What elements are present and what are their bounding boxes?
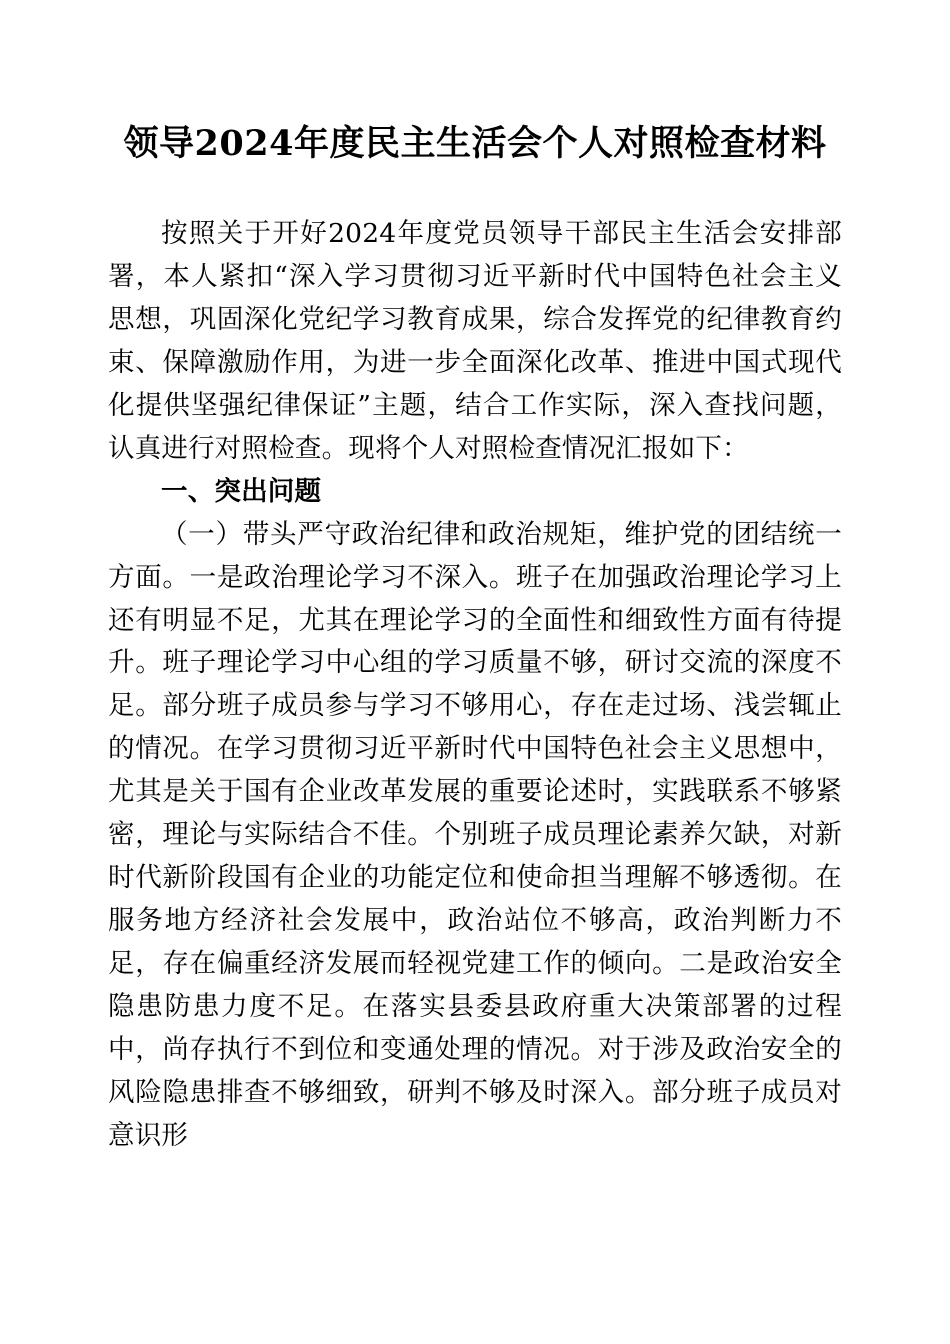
paragraph-intro: 按照关于开好2024年度党员领导干部民主生活会安排部署，本人紧扣“深入学习贯彻习近平新时代中国特色社会主义思想，巩固深化党纪学习教育成果，综合发挥党的纪律教育约束、保障激励作用，为进一步全面深化改革、推进中国式现代化提供坚强纪律保证”主题，结合工作实际，深入查找问题，认真进行对照检查。现将个人对照检查情况汇报如下： — [108, 218, 842, 464]
paragraph-section-1-item-1: （一）带头严守政治纪律和政治规矩，维护党的团结统一方面。一是政治理论学习不深入。班子在加强政治理论学习上还有明显不足，尤其在理论学习的全面性和细致性方面有待提升。班子理论学习中心组的学习质量不够，研讨交流的深度不足。部分班子成员参与学习不够用心，存在走过场、浅尝辄止的情况。在学习贯彻习近平新时代中国特色社会主义思想中，尤其是关于国有企业改革发展的重要论述时，实践联系不够紧密，理论与实际结合不佳。个别班子成员理论素养欠缺，对新时代新阶段国有企业的功能定位和使命担当理解不够透彻。在服务地方经济社会发展中，政治站位不够高，政治判断力不足，存在偏重经济发展而轻视党建工作的倾向。二是政治安全隐患防患力度不足。在落实县委县政府重大决策部署的过程中，尚存执行不到位和变通处理的情况。对于涉及政治安全的风险隐患排查不够细致，研判不够及时深入。部分班子成员对意识形 — [108, 518, 842, 1151]
document-body — [108, 213, 842, 1157]
page-title: 领导2024年度民主生活会个人对照检查材料 — [123, 123, 827, 164]
section-heading-1: 一、突出问题 — [161, 475, 322, 507]
